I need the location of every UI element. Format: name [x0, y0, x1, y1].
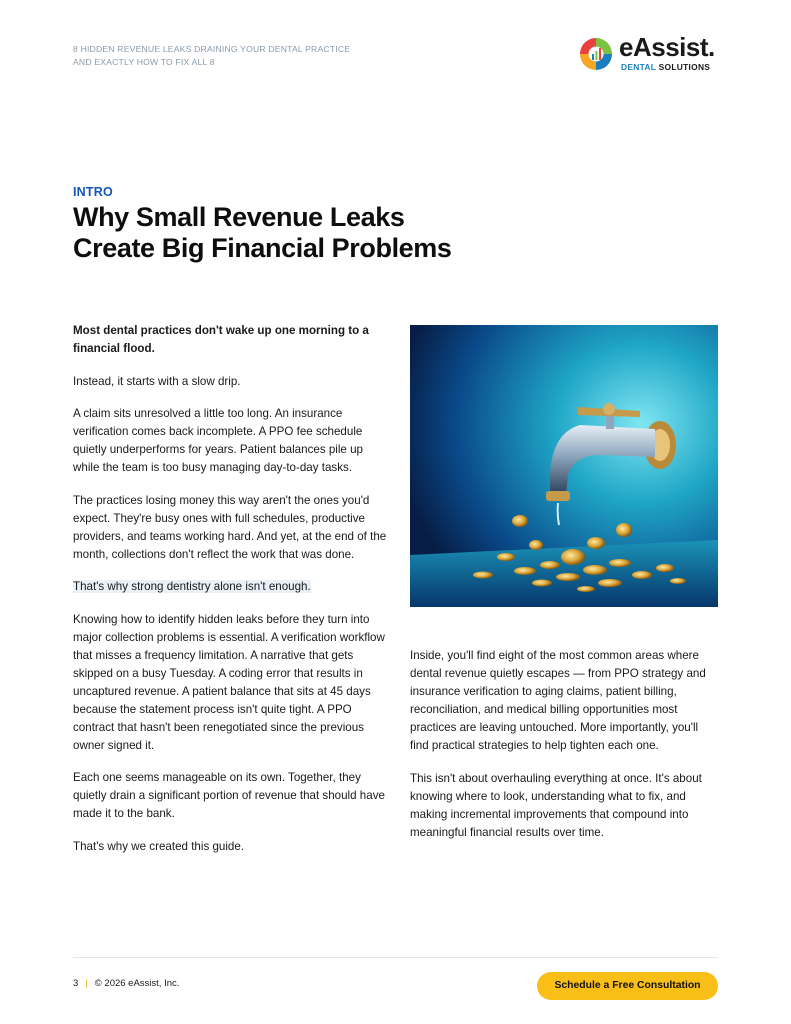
body-paragraph: Instead, it starts with a slow drip.: [73, 374, 241, 388]
logo-subtitle: DENTAL SOLUTIONS: [621, 62, 711, 72]
eyebrow-line-1: 8 HIDDEN REVENUE LEAKS DRAINING YOUR DENTAL PRACTICE: [73, 44, 351, 54]
eassist-logo: [578, 34, 728, 74]
footer-separator: |: [85, 978, 88, 989]
body-paragraph: Knowing how to identify hidden leaks before they turn into major collection problems is essential. A verification workflow that misses a frequency limitation. A narrative that gets skipped on a busy Tuesday. A coding error that results in uncaptured revenue. A patient balance that sits at 45 days because the statement process isn't quite tight. A PPO contract that hasn't been renegotiated since the previous owner signed it.: [73, 612, 385, 752]
title-line-1: Why Small Revenue Leaks: [73, 202, 405, 232]
page-title: [73, 202, 573, 264]
footer-divider: [73, 957, 718, 958]
footer-info: [73, 978, 179, 989]
body-paragraph: The practices losing money this way aren't the ones you'd expect. They're busy ones with full schedules, productive providers, and teams working hard. And yet, at the end of the month, collections don't reflect the work that was done.: [73, 493, 387, 561]
body-paragraph: Inside, you'll find eight of the most common areas where dental revenue quietly escapes — from PPO strategy and insurance verification to aging claims, patient billing, reconciliation, and medical billing opportunities most practices are leaving untouched. More importantly, you'll find practical strategies to help tighten each one.: [410, 649, 706, 752]
logo-mark-icon: [578, 36, 614, 72]
body-paragraph: That's why we created this guide.: [73, 839, 245, 853]
section-kicker: INTRO: [73, 185, 113, 199]
header-eyebrow: [73, 43, 393, 69]
highlight-text: That's why strong dentistry alone isn't enough.: [73, 580, 311, 593]
body-paragraph: A claim sits unresolved a little too long. An insurance verification comes back incomplete. A PPO fee schedule quietly underperforms for years. Patient balances pile up while the team is too busy managing day-to-day tasks.: [73, 407, 364, 474]
right-column: [410, 647, 720, 857]
body-paragraph: Each one seems manageable on its own. Together, they quietly drain a significant portion of revenue that should have made it to the bank.: [73, 771, 385, 820]
title-line-2: Create Big Financial Problems: [73, 233, 452, 263]
left-column: [73, 322, 388, 870]
logo-wordmark: eAssist.: [619, 32, 715, 62]
page-number: 3: [73, 978, 79, 989]
body-paragraph: This isn't about overhauling everything at once. It's about knowing where to look, understanding what to fix, and making incremental improvements that compound into meaningful financial results over time.: [410, 772, 702, 839]
schedule-consultation-button[interactable]: Schedule a Free Consultation: [537, 972, 718, 1000]
faucet-coins-illustration: [410, 325, 718, 607]
hero-image-faucet-coins: [410, 325, 718, 607]
copyright: © 2026 eAssist, Inc.: [94, 978, 180, 989]
eyebrow-line-2: AND EXACTLY HOW TO FIX ALL 8: [73, 57, 215, 67]
lead-paragraph: Most dental practices don't wake up one morning to a financial flood.: [73, 324, 369, 355]
highlighted-paragraph: [73, 578, 388, 596]
